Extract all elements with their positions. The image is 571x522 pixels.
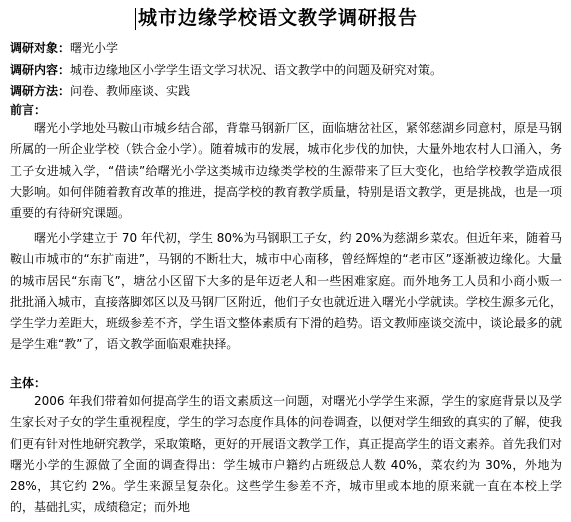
- main-paragraph: 2006 年我们带着如何提高学生的语文素质这一问题，对曙光小学学生来源，学生的家庭背景以及学生家长对子女的学生重视程度，学生的学习态度作具体的问卷调查，以便对学生细致的真实的了解，使我们更有针对性地研究教学，采取策略，更好的开展语文教学工作，真正提高学生的语文素养。首先我们对曙光小学的生源做了全面的调查得出：学生城市户籍约占班级总人数 40%，菜农约为 30%，外地为 28%，其它约 2%。学生来源呈复杂化。这些学生参差不齐，城市里或本地的原来就一直在本校上学的，基础扎实，成绩稳定；而外地: [10, 394, 563, 515]
- preface-paragraph-2: 曙光小学建立于 70 年代初，学生 80%为马钢职工子女，约 20%为慈湖乡菜农。但近年来，随着马鞍山市城市的“东扩南进”，马钢的不断壮大，城市中心南移，曾经辉煌的“老市区”逐渐被边缘化。大量的城市居民“东南飞”，塘岔小区留下大多的是年迈老人和一些困难家庭。而外地务工人员和小商小贩一批批涌入城市，直接落脚郊区以及马钢厂区附近，他们子女也就近进入曙光小学就读。学校生源多元化，学生学力差距大，班级参差不齐，学生语文整体素质有下滑的趋势。语文教师座谈交流中，谈论最多的就是学生难“教”了，语文教学面临艰难抉择。: [10, 231, 563, 352]
- preface-paragraph-1: 曙光小学地处马鞍山市城乡结合部，背靠马钢新厂区，面临塘岔社区，紧邻慈湖乡同意村，原是马钢所属的一所企业学校（铁合金小学）。随着城市的发展，城市化步伐的加快，大量外地农村人口涌入，务工子女进城入学，“借读”给曙光小学这类城市边缘类学校的生源带来了巨大变化，也给学校教学造成很大影响。如何伴随着教育改革的推进，提高学校的教育教学质量，特别是语文教学，更是挑战，也是一项重要的有待研究课题。: [10, 121, 563, 221]
- meta-target-value: 曙光小学: [70, 41, 119, 55]
- main-heading: 主体：: [10, 376, 47, 390]
- meta-method-value: 问卷、教师座谈、实践: [70, 84, 191, 98]
- preface-heading: 前言：: [10, 103, 47, 117]
- meta-method-label: 调研方法：: [10, 84, 71, 98]
- meta-content: [10, 62, 442, 78]
- report-title: 城市边缘学校语文教学调研报告: [138, 7, 419, 29]
- meta-content-value: 城市边缘地区小学学生语文学习状况、语文教学中的问题及研究对策。: [70, 63, 443, 77]
- meta-target: [10, 40, 118, 56]
- meta-content-label: 调研内容：: [10, 63, 71, 77]
- text-cursor: [135, 8, 136, 30]
- meta-target-label: 调研对象：: [10, 41, 71, 55]
- meta-method: [10, 83, 190, 99]
